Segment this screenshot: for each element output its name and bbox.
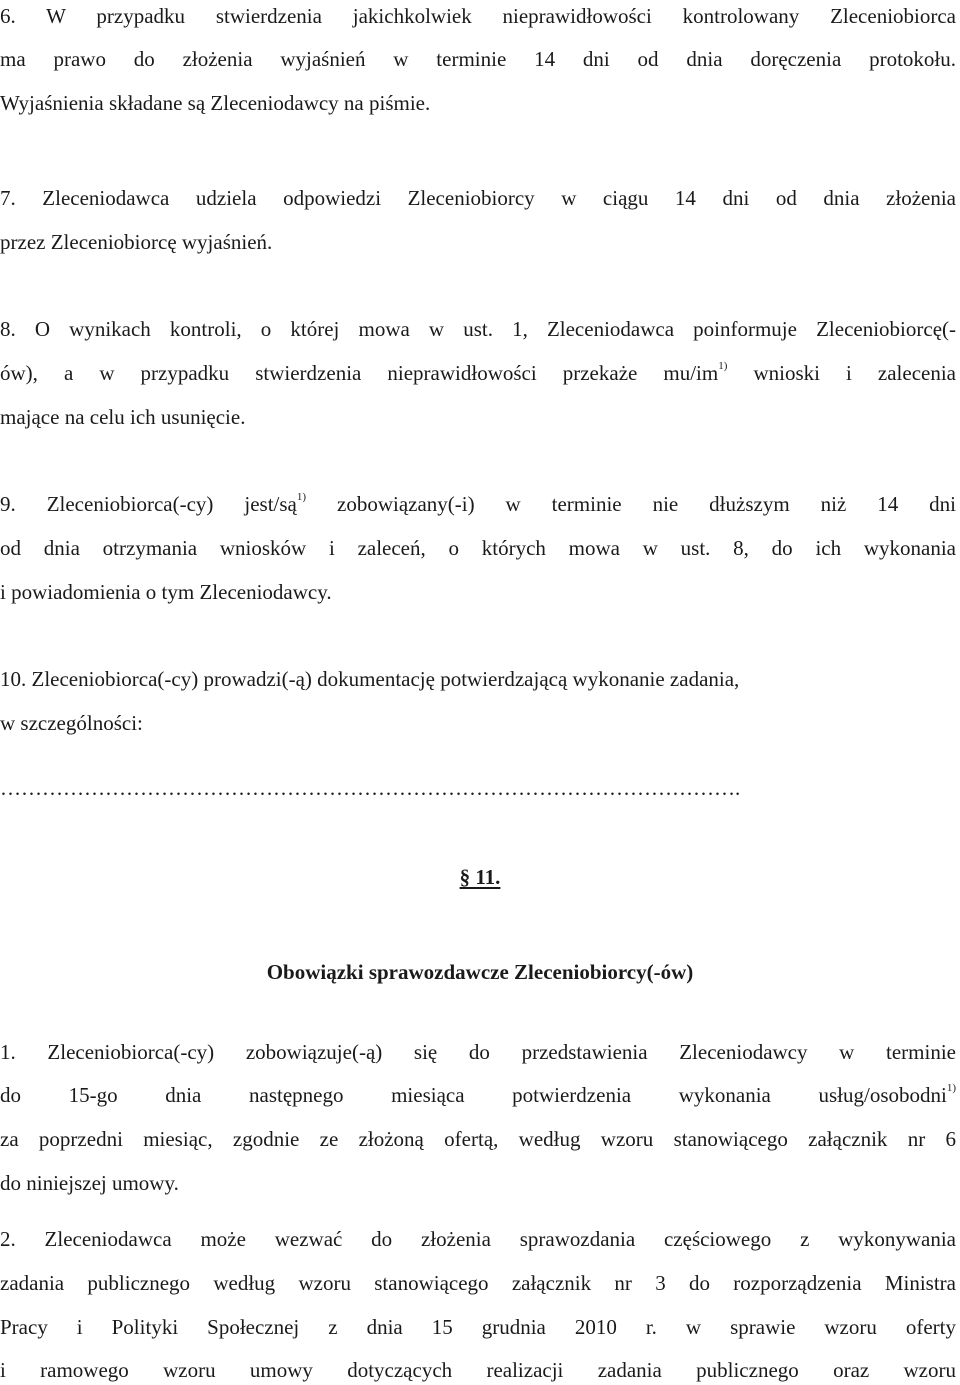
section-paragraph-2-line-3: Pracy i Polityki Społecznej z dnia 15 grudnia 2010 r. w sprawie wzoru oferty xyxy=(0,1315,956,1339)
paragraph-8-line-2-text-b: wnioski i zalecenia xyxy=(727,361,956,385)
section-paragraph-1-line-2-text: do 15-go dnia następnego miesiąca potwierdzenia wykonania usług/osobodni xyxy=(0,1083,947,1107)
paragraph-8-line-2-text-a: ów), a w przypadku stwierdzenia nieprawidłowości przekaże mu/im xyxy=(0,361,719,385)
paragraph-7-line-2: przez Zleceniobiorcę wyjaśnień. xyxy=(0,230,273,254)
dotted-fill-line: ……………………………………………………………………………………………. xyxy=(0,776,741,800)
paragraph-9-line-3: i powiadomienia o tym Zleceniodawcy. xyxy=(0,580,332,604)
section-number-text: § 11. xyxy=(459,865,501,889)
section-title: Obowiązki sprawozdawcze Zleceniobiorcy(-ów) xyxy=(266,960,694,984)
section-paragraph-2-line-2: zadania publicznego według wzoru stanowiącego załącznik nr 3 do rozporządzenia Ministra xyxy=(0,1271,956,1295)
paragraph-9-line-1-text-b: zobowiązany(-i) w terminie nie dłuższym niż 14 dni xyxy=(306,492,956,516)
footnote-marker: 1) xyxy=(718,360,728,372)
footnote-marker: 1) xyxy=(946,1082,956,1094)
section-paragraph-1-line-4: do niniejszej umowy. xyxy=(0,1171,179,1195)
paragraph-7-line-1: 7. Zleceniodawca udziela odpowiedzi Zleceniobiorcy w ciągu 14 dni od dnia złożenia xyxy=(0,186,956,210)
section-paragraph-2-line-4: i ramowego wzoru umowy dotyczących realizacji zadania publicznego oraz wzoru xyxy=(0,1358,956,1382)
paragraph-6-line-3: Wyjaśnienia składane są Zleceniodawcy na piśmie. xyxy=(0,91,431,115)
paragraph-6-line-2: ma prawo do złożenia wyjaśnień w terminie 14 dni od dnia doręczenia protokołu. xyxy=(0,47,956,71)
paragraph-8-line-2 xyxy=(0,359,956,387)
paragraph-6-line-1: 6. W przypadku stwierdzenia jakichkolwiek nieprawidłowości kontrolowany Zleceniobiorca xyxy=(0,4,956,28)
paragraph-9-line-2: od dnia otrzymania wniosków i zaleceń, o których mowa w ust. 8, do ich wykonania xyxy=(0,536,956,560)
paragraph-9-line-1-text-a: 9. Zleceniobiorca(-cy) jest/są xyxy=(0,492,297,516)
paragraph-8-line-1: 8. O wynikach kontroli, o której mowa w ust. 1, Zleceniodawca poinformuje Zleceniobiorcę(- xyxy=(0,317,956,341)
paragraph-10-line-1: 10. Zleceniobiorca(-cy) prowadzi(-ą) dokumentację potwierdzającą wykonanie zadania, xyxy=(0,667,740,691)
paragraph-10-line-2: w szczególności: xyxy=(0,711,143,735)
section-paragraph-1-line-1: 1. Zleceniobiorca(-cy) zobowiązuje(-ą) się do przedstawienia Zleceniodawcy w terminie xyxy=(0,1040,956,1064)
footnote-marker: 1) xyxy=(296,491,307,503)
section-number xyxy=(0,863,960,891)
paragraph-8-line-3: mające na celu ich usunięcie. xyxy=(0,405,246,429)
section-paragraph-1-line-2 xyxy=(0,1081,956,1109)
section-paragraph-1-line-3: za poprzedni miesiąc, zgodnie ze złożoną ofertą, według wzoru stanowiącego załącznik nr 6 xyxy=(0,1127,956,1151)
section-paragraph-2-line-1: 2. Zleceniodawca może wezwać do złożenia sprawozdania częściowego z wykonywania xyxy=(0,1227,956,1251)
paragraph-9-line-1 xyxy=(0,490,956,518)
